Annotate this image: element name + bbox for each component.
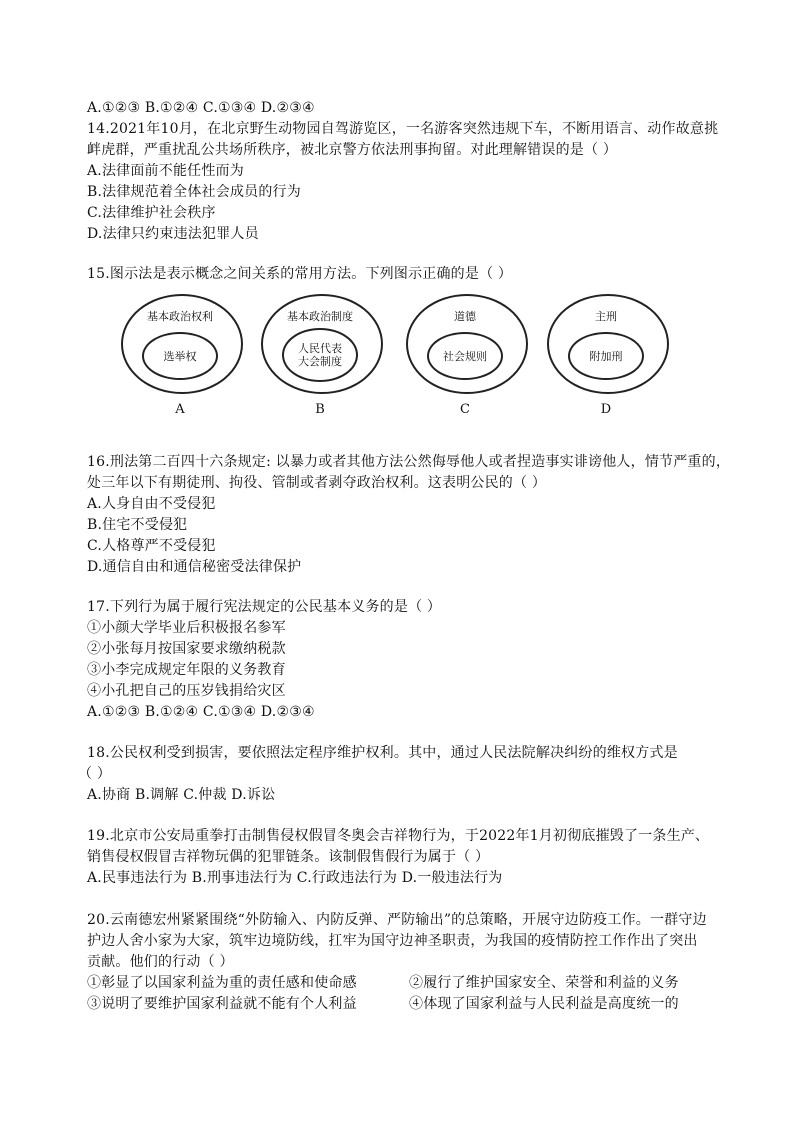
outer-label: 基本政治权利 xyxy=(147,310,213,323)
outer-label: 基本政治制度 xyxy=(287,310,353,323)
option-letter: D xyxy=(600,402,612,417)
inner-circle xyxy=(282,328,358,382)
q16-stem-line1: 16.刑法第二百四十六条规定: 以暴力或者其他方法公然侮辱他人或者捏造事实诽谤他人，情节严重的， xyxy=(87,454,731,470)
q15-diagram-group xyxy=(121,294,671,424)
q16-option-a: A.人身自由不受侵犯 xyxy=(87,496,216,512)
q16-option-b: B.住宅不受侵犯 xyxy=(87,517,188,533)
q14-option-c: C.法律维护社会秩序 xyxy=(87,205,216,221)
outer-label: 道德 xyxy=(454,310,476,323)
q20-statement-2: ②履行了维护国家安全、荣誉和利益的义务 xyxy=(409,975,679,991)
q14-option-a: A.法律面前不能任性而为 xyxy=(87,163,244,179)
inner-label-line2: 大会制度 xyxy=(298,355,342,368)
q15-stem: 15.图示法是表示概念之间关系的常用方法。下列图示正确的是（ ） xyxy=(87,266,513,282)
q14-option-b: B.法律规范着全体社会成员的行为 xyxy=(87,184,301,200)
q19-options: A.民事违法行为 B.刑事违法行为 C.行政违法行为 D.一般违法行为 xyxy=(87,870,503,886)
q16-option-d: D.通信自由和通信秘密受法律保护 xyxy=(87,559,302,575)
q16-stem-line2: 处三年以下有期徒刑、拘役、管制或者剥夺政治权利。这表明公民的（ ） xyxy=(87,475,547,491)
inner-label xyxy=(298,342,342,368)
q20-stem-line2: 护边人舍小家为大家，筑牢边境防线，扛牢为国守边神圣职责，为我国的疫情防控工作作出了突出 xyxy=(87,933,698,949)
inner-circle xyxy=(427,332,503,380)
q14-stem-line2: 衅虎群，严重扰乱公共场所秩序，被北京警方依法刑事拘留。对此理解错误的是（ ） xyxy=(87,142,618,158)
inner-label xyxy=(164,350,197,363)
q14-option-d: D.法律只约束违法犯罪人员 xyxy=(87,226,259,242)
q14-stem-line1: 14.2021年10月，在北京野生动物园自驾游览区，一名游客突然违规下车，不断用语言、动作故意挑 xyxy=(87,121,719,137)
q20-stem-line1: 20.云南德宏州紧紧围绕“外防输入、内防反弹、严防输出”的总策略，开展守边防疫工作。一群守边 xyxy=(87,912,707,928)
q13-options: A.①②③ B.①②④ C.①③④ D.②③④ xyxy=(87,100,315,116)
q16-option-c: C.人格尊严不受侵犯 xyxy=(87,538,216,554)
q20-stem-line3: 贡献。他们的行动（ ） xyxy=(87,954,234,970)
outer-label: 主刑 xyxy=(595,310,617,323)
q17-statement-3: ③小李完成规定年限的义务教育 xyxy=(87,662,286,678)
q17-statement-1: ①小颜大学毕业后积极报名参军 xyxy=(87,620,286,636)
inner-label xyxy=(590,350,623,363)
inner-circle xyxy=(568,332,644,380)
option-letter: A xyxy=(175,402,185,417)
inner-circle xyxy=(142,332,218,380)
q17-options: A.①②③ B.①②④ C.①③④ D.②③④ xyxy=(87,704,315,720)
option-letter: C xyxy=(460,402,470,417)
q17-stem: 17.下列行为属于履行宪法规定的公民基本义务的是（ ） xyxy=(87,599,442,615)
q17-statement-4: ④小孔把自己的压岁钱捐给灾区 xyxy=(87,683,286,699)
q18-stem-line2: （ ） xyxy=(78,766,112,782)
inner-label-line1: 人民代表 xyxy=(298,342,342,355)
q20-statement-1: ①彰显了以国家利益为重的责任感和使命感 xyxy=(87,975,357,991)
q18-stem-line1: 18.公民权利受到损害，要依照法定程序维护权利。其中，通过人民法院解决纠纷的维权方式是 xyxy=(87,745,678,761)
q19-stem-line1: 19.北京市公安局重拳打击制售侵权假冒冬奥会吉祥物行为，于2022年1月初彻底摧毁了一条生产、 xyxy=(87,828,710,844)
inner-label-line1: 附加刑 xyxy=(589,349,623,363)
inner-label xyxy=(443,350,487,363)
inner-label-line1: 社会规则 xyxy=(443,349,487,363)
inner-label-line1: 选举权 xyxy=(163,349,197,363)
q19-stem-line2: 销售侵权假冒吉祥物玩偶的犯罪链条。该制假售假行为属于（ ） xyxy=(87,849,490,865)
q18-options: A.协商 B.调解 C.仲裁 D.诉讼 xyxy=(87,787,276,803)
q17-statement-2: ②小张每月按国家要求缴纳税款 xyxy=(87,641,286,657)
q20-statement-4: ④体现了国家利益与人民利益是高度统一的 xyxy=(409,996,679,1012)
option-letter: B xyxy=(315,402,325,417)
q20-statement-3: ③说明了要维护国家利益就不能有个人利益 xyxy=(87,996,357,1012)
